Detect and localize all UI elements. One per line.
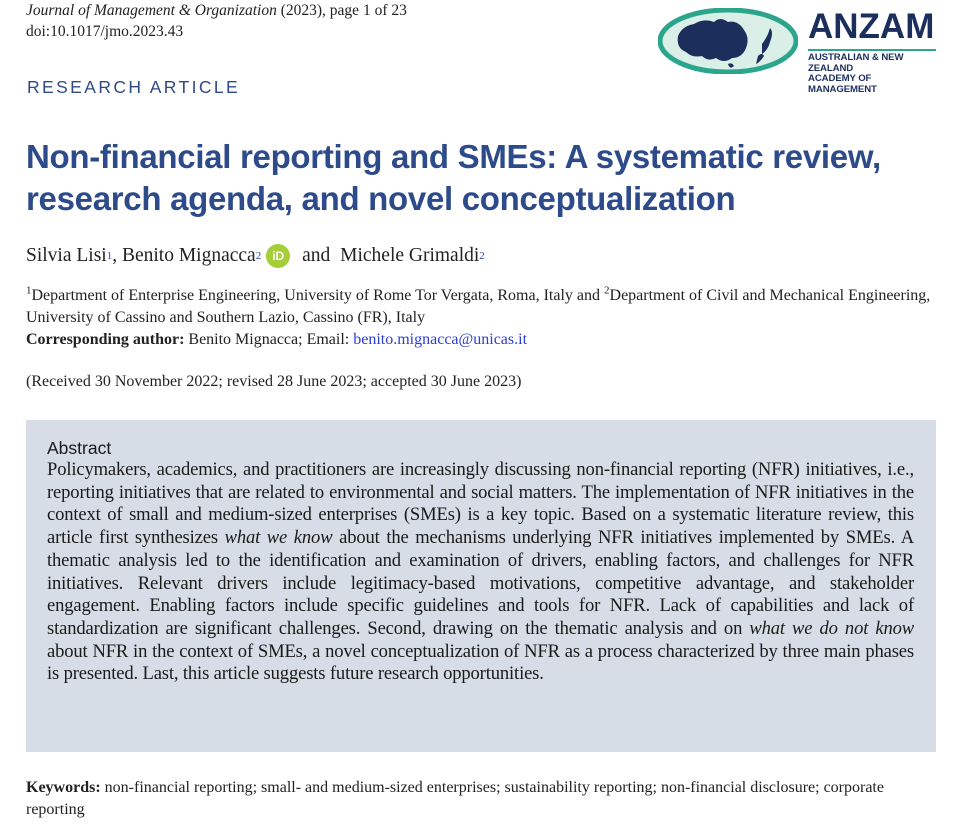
doi[interactable]: doi:10.1017/jmo.2023.43 [26, 23, 184, 40]
author-separator: , [112, 245, 122, 266]
corresponding-text: Benito Mignacca; Email: [184, 331, 354, 348]
australia-globe-icon [658, 8, 798, 74]
journal-name: Journal of Management & Organization [26, 2, 277, 19]
affiliation-1: Department of Enterprise Engineering, University of Rome Tor Vergata, Roma, Italy and [31, 287, 605, 304]
abstract-text: about the mechanisms underlying NFR initiatives implemented by SMEs. A thematic analysis led to the identification and examination of drivers, enabling factors, and challenges for NFR initiatives. Relevant drivers include legitimacy-based motivations, competitive advantage, and stakeholder engagement. Enabling factors include specific guidelines and tools for NFR. Lack of capabilities and lack of standardization are significant challenges. Second, drawing on the thematic analysis and on [47, 527, 914, 639]
journal-citation [26, 0, 407, 21]
corresponding-label: Corresponding author: [26, 331, 185, 348]
corresponding-author [26, 329, 936, 351]
anzam-logo [658, 6, 938, 95]
article-title: Non-financial reporting and SMEs: A systematic review, research agenda, and novel conceptualization [26, 138, 881, 217]
author-name[interactable]: Silvia Lisi [26, 245, 107, 266]
abstract-body [47, 459, 914, 686]
author-name[interactable]: Michele Grimaldi [340, 245, 480, 266]
logo-wordmark: ANZAM [808, 7, 935, 46]
abstract-box [26, 420, 936, 752]
logo-subtitle: AUSTRALIAN & NEW ZEALAND ACADEMY OF MANAGEMENT [808, 52, 904, 95]
journal-header [26, 0, 407, 42]
logo-rule [808, 49, 936, 51]
keywords [26, 777, 936, 821]
received-dates: (Received 30 November 2022; revised 28 June 2023; accepted 30 June 2023) [26, 373, 522, 390]
affiliations [26, 285, 936, 351]
keywords-label: Keywords: [26, 779, 101, 796]
abstract-emphasis: what we know [224, 527, 333, 549]
keywords-text: non-financial reporting; small- and medium-sized enterprises; sustainability reporting; non-financial disclosure; corporate reporting [26, 779, 884, 818]
affiliation-number: 1 [26, 284, 32, 297]
abstract-text: about NFR in the context of SMEs, a novel conceptualization of NFR as a process characterized by three main phases is presented. Last, this article suggests future research opportunities. [47, 640, 914, 685]
affiliation-text [26, 285, 936, 329]
affiliation-2: Department of Civil and Mechanical Engineering, University of Cassino and Southern Lazio, Cassino (FR), Italy [26, 287, 931, 326]
orcid-icon[interactable]: iD [266, 244, 290, 268]
author-name[interactable]: Benito Mignacca [121, 245, 256, 266]
abstract-emphasis: what we do not know [749, 617, 914, 639]
affiliation-number: 2 [604, 284, 610, 297]
article-type: RESEARCH ARTICLE [27, 77, 241, 97]
journal-issue: (2023), page 1 of 23 [276, 2, 407, 19]
abstract-heading: Abstract [47, 438, 112, 458]
author-list: Silvia Lisi 1 , Benito Mignacca 2 iD and Michele Grimaldi 2 [26, 243, 485, 269]
author-separator: and [297, 245, 336, 266]
email-link[interactable]: benito.mignacca@unicas.it [353, 331, 528, 348]
abstract-text: Policymakers, academics, and practitioners are increasingly discussing non-financial reporting (NFR) initiatives, i.e., reporting initiatives that are related to environmental and social matters. The implementation of NFR initiatives in the context of small and medium-sized enterprises (SMEs) is a key topic. Based on a systematic literature review, this article first synthesizes [47, 459, 914, 549]
